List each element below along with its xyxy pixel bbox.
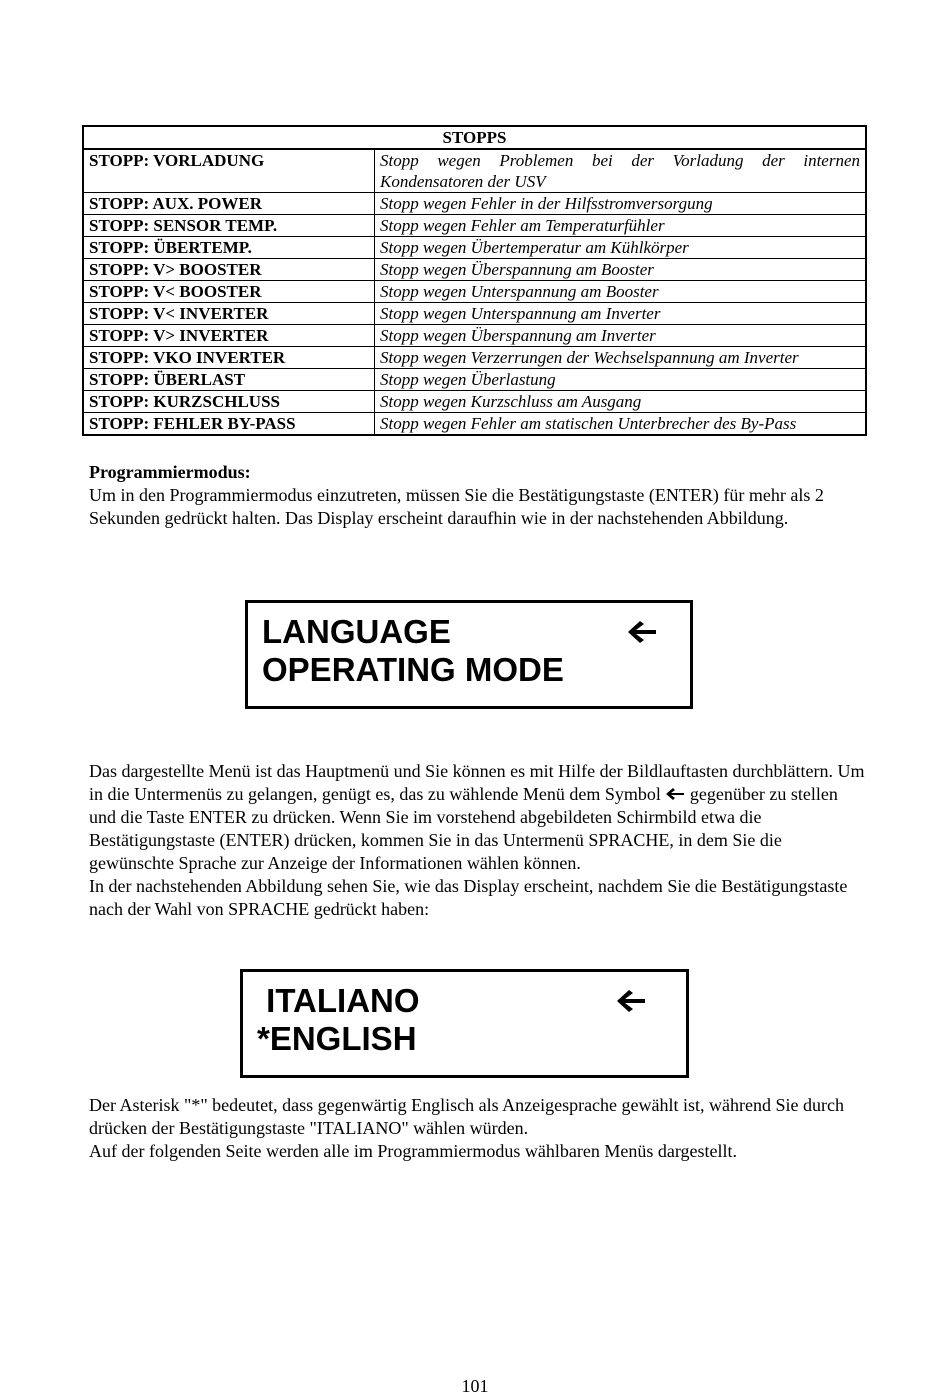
table-row: [83, 215, 866, 237]
programming-section: [89, 461, 869, 530]
table-row: [83, 237, 866, 259]
stopps-table: [82, 125, 867, 436]
stop-code-cell: STOPP: V> INVERTER: [83, 325, 375, 347]
stop-description-cell: Stopp wegen Überlastung: [375, 369, 867, 391]
lcd-line-1: ITALIANO: [257, 982, 420, 1019]
arrow-left-icon: [615, 982, 647, 1028]
lcd-line-1: LANGUAGE: [262, 613, 451, 650]
section-heading: Programmiermodus:: [89, 462, 251, 482]
table-row: [83, 413, 866, 436]
table-row: [83, 369, 866, 391]
menu-text-part2: gegenüber zu stellen und die Taste ENTER zu drücken. Wenn Sie im vorstehend abgebildeten Schirmbild etwa die Bestätigungstaste (ENTER) drücken, kommen Sie in das Untermenü SPRACHE, in dem Sie die gewünschte Sprache zur Anzeige der Informationen wählen können.: [89, 784, 838, 873]
page-number: 101: [461, 1376, 489, 1396]
stop-code-cell: STOPP: ÜBERTEMP.: [83, 237, 375, 259]
stop-description-cell: Stopp wegen Kurzschluss am Ausgang: [375, 391, 867, 413]
stop-code-cell: STOPP: AUX. POWER: [83, 193, 375, 215]
table-row: [83, 259, 866, 281]
stop-code-cell: STOPP: VKO INVERTER: [83, 347, 375, 369]
stop-description-cell: Stopp wegen Verzerrungen der Wechselspannung am Inverter: [375, 347, 867, 369]
intro-paragraph: Um in den Programmiermodus einzutreten, müssen Sie die Bestätigungstaste (ENTER) für mehr als 2 Sekunden gedrückt halten. Das Display erscheint daraufhin wie in der nachstehenden Abbildung.: [89, 485, 824, 528]
stop-description-cell: Stopp wegen Unterspannung am Booster: [375, 281, 867, 303]
stop-code-cell: STOPP: V> BOOSTER: [83, 259, 375, 281]
stop-description-cell: Stopp wegen Fehler in der Hilfsstromversorgung: [375, 193, 867, 215]
closing-paragraph-2: Auf der folgenden Seite werden alle im Programmiermodus wählbaren Menüs dargestellt.: [89, 1141, 737, 1161]
table-row: [83, 347, 866, 369]
lcd-line-2: OPERATING MODE: [262, 651, 564, 688]
arrow-left-icon: [626, 613, 658, 659]
stop-code-cell: STOPP: KURZSCHLUSS: [83, 391, 375, 413]
arrow-left-icon: [665, 784, 685, 798]
table-row: [83, 193, 866, 215]
table-row: [83, 281, 866, 303]
stop-code-cell: STOPP: SENSOR TEMP.: [83, 215, 375, 237]
table-row: [83, 149, 866, 193]
stop-description-cell: Stopp wegen Unterspannung am Inverter: [375, 303, 867, 325]
menu-paragraph: [89, 760, 869, 875]
stop-description-cell: Stopp wegen Fehler am Temperaturfühler: [375, 215, 867, 237]
lcd-line-2: *ENGLISH: [257, 1020, 417, 1057]
menu-text-part1: Das dargestellte Menü ist das Hauptmenü und Sie können es mit Hilfe der Bildlauftasten durchblättern. Um in die Untermenüs zu gelangen, genügt es, das zu wählende Menü dem Symbol: [89, 761, 865, 804]
lcd-display-main-menu: [245, 600, 693, 709]
stop-description-cell: Stopp wegen Problemen bei der Vorladung der internen Kondensatoren der USV: [375, 149, 867, 193]
stop-code-cell: STOPP: V< INVERTER: [83, 303, 375, 325]
menu-paragraph-2: In der nachstehenden Abbildung sehen Sie, wie das Display erscheint, nachdem Sie die Bestätigungstaste nach der Wahl von SPRACHE gedrückt haben:: [89, 876, 848, 919]
stop-code-cell: STOPP: FEHLER BY-PASS: [83, 413, 375, 436]
stopps-table-body: [83, 149, 866, 435]
stop-code-cell: STOPP: ÜBERLAST: [83, 369, 375, 391]
table-row: [83, 303, 866, 325]
closing-section: [89, 1094, 869, 1163]
menu-explanation: [89, 760, 869, 921]
stop-code-cell: STOPP: V< BOOSTER: [83, 281, 375, 303]
table-row: [83, 391, 866, 413]
table-title: STOPPS: [83, 126, 866, 149]
stop-description-cell: Stopp wegen Übertemperatur am Kühlkörper: [375, 237, 867, 259]
stop-description-cell: Stopp wegen Fehler am statischen Unterbrecher des By-Pass: [375, 413, 867, 436]
stop-description-cell: Stopp wegen Überspannung am Inverter: [375, 325, 867, 347]
table-row: [83, 325, 866, 347]
lcd-display-language-menu: [240, 969, 689, 1078]
stop-code-cell: STOPP: VORLADUNG: [83, 149, 375, 193]
closing-paragraph-1: Der Asterisk "*" bedeutet, dass gegenwärtig Englisch als Anzeigesprache gewählt ist, während Sie durch drücken der Bestätigungstaste "ITALIANO" wählen würden.: [89, 1095, 844, 1138]
stop-description-cell: Stopp wegen Überspannung am Booster: [375, 259, 867, 281]
